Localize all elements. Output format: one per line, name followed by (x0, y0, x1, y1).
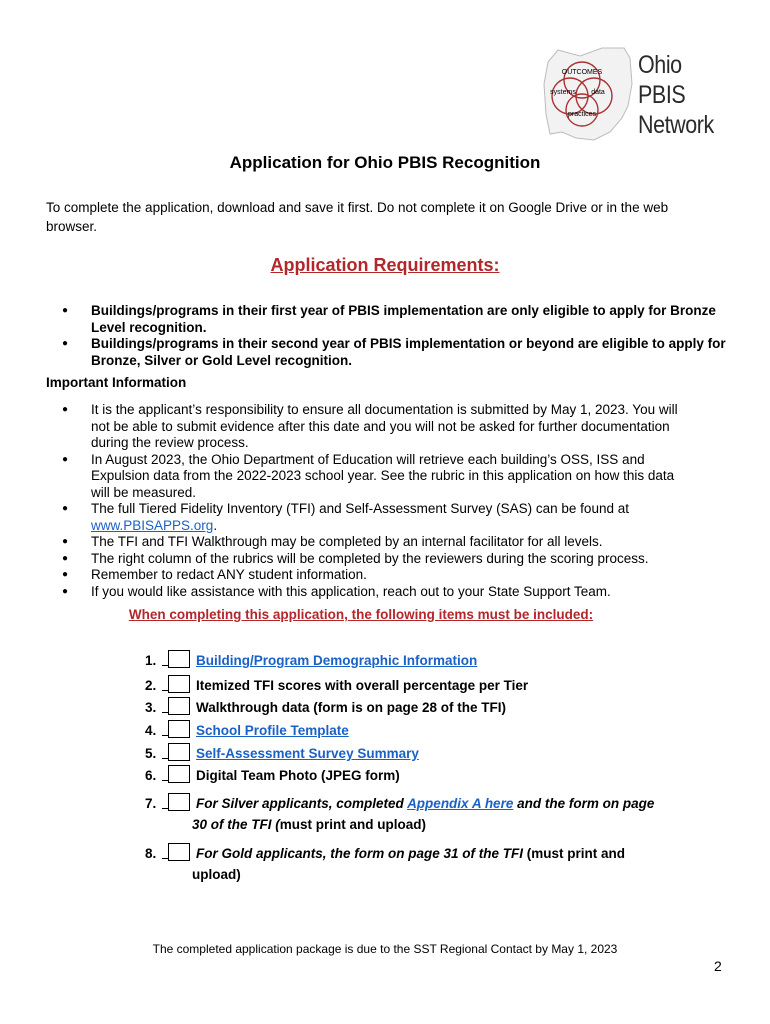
list-item: ● Buildings/programs in their second year of PBIS implementation or beyond are eligible to apply for Bronze, Silver or Gold Level recognition. (46, 336, 730, 369)
item-text: For Silver applicants, completed (196, 796, 408, 811)
list-item: ● Buildings/programs in their first year of PBIS implementation are only eligible to apply for Bronze Level recognition. (46, 303, 730, 336)
pbisapps-link[interactable]: www.PBISAPPS.org (91, 517, 214, 533)
list-item (46, 501, 696, 534)
item-number: 6. (145, 768, 157, 783)
list-item: ● It is the applicant’s responsibility to ensure all documentation is submitted by May 1, 2023. You will not be able to submit evidence after this date and you will not be asked for further documentation during the review process. (46, 402, 696, 452)
checklist-item-3 (145, 697, 506, 716)
checklist-item-7 (145, 793, 654, 833)
checklist-item-4 (145, 720, 349, 739)
item-text: (must print and (523, 846, 626, 861)
item-text: and the form on page (513, 796, 655, 811)
important-information-list (46, 402, 696, 600)
checklist-item-2 (145, 675, 528, 694)
checkbox[interactable] (168, 675, 190, 693)
document-title: Application for Ohio PBIS Recognition (229, 153, 541, 172)
item-number: 7. (145, 796, 157, 811)
item-text: Walkthrough data (form is on page 28 of the TFI) (196, 700, 507, 715)
item-text: must print and upload) (279, 817, 426, 832)
page-number: 2 (714, 958, 722, 974)
list-item: ● Remember to redact ANY student information. (46, 567, 696, 584)
checklist-item-5 (145, 743, 419, 762)
requirements-heading: Application Requirements: (270, 255, 500, 275)
logo-circle-label: OUTCOMES (561, 69, 603, 76)
appendix-a-link[interactable]: Appendix A here (407, 796, 514, 811)
item-number: 4. (145, 723, 157, 738)
logo-wordmark (638, 50, 714, 140)
item-number: 2. (145, 678, 157, 693)
checklist-item-8 (145, 843, 625, 883)
item-number: 8. (145, 846, 157, 861)
checklist-item-1 (145, 650, 477, 669)
checkbox[interactable] (168, 793, 190, 811)
logo-circle-label: practices (567, 111, 597, 118)
checklist-item-6 (145, 765, 400, 784)
ohio-state-outline-icon (540, 44, 640, 144)
self-assessment-survey-summary-link[interactable]: Self-Assessment Survey Summary (196, 746, 419, 761)
checkbox[interactable] (168, 720, 190, 738)
list-item: ● If you would like assistance with this application, reach out to your State Support Team. (46, 584, 696, 601)
logo-circle-label: systems (550, 89, 576, 96)
required-items-heading: When completing this application, the following items must be included: (128, 607, 594, 622)
footer-note: The completed application package is due to the SST Regional Contact by May 1, 2023 (152, 942, 618, 956)
intro-paragraph: To complete the application, download and save it first. Do not complete it on Google Drive or in the web browser. (46, 200, 669, 234)
list-item-text: The full Tiered Fidelity Inventory (TFI) and Self-Assessment Survey (SAS) can be found at (91, 501, 629, 516)
checkbox[interactable] (168, 697, 190, 715)
item-text: Itemized TFI scores with overall percentage per Tier (196, 678, 529, 693)
logo-line: PBIS (638, 81, 686, 109)
item-number: 5. (145, 746, 157, 761)
item-text: upload) (192, 867, 241, 882)
checkbox[interactable] (168, 765, 190, 783)
item-text: Digital Team Photo (JPEG form) (196, 768, 400, 783)
logo-line: Ohio (638, 51, 682, 79)
item-text: 30 of the TFI ( (192, 817, 280, 832)
list-item: ● In August 2023, the Ohio Department of Education will retrieve each building’s OSS, ISS and Expulsion data from the 2022-2023 school year. See the rubric in this application on how this data will be measured. (46, 452, 696, 502)
item-number: 3. (145, 700, 157, 715)
link-suffix: . (213, 517, 218, 533)
checkbox[interactable] (168, 650, 190, 668)
checkbox[interactable] (168, 743, 190, 761)
school-profile-template-link[interactable]: School Profile Template (196, 723, 349, 738)
requirements-list (46, 303, 730, 369)
list-item: ● The TFI and TFI Walkthrough may be completed by an internal facilitator for all levels. (46, 534, 696, 551)
logo-circle-label: data (591, 89, 605, 96)
item-number: 1. (145, 653, 157, 668)
logo-line: Network (638, 111, 714, 139)
important-information-label: Important Information (46, 375, 187, 390)
checkbox[interactable] (168, 843, 190, 861)
ohio-pbis-network-logo (540, 44, 740, 144)
item-text: For Gold applicants, the form on page 31 of the TFI (196, 846, 524, 861)
demographic-information-link[interactable]: Building/Program Demographic Information (196, 653, 478, 668)
list-item: ● The right column of the rubrics will be completed by the reviewers during the scoring process. (46, 551, 696, 568)
